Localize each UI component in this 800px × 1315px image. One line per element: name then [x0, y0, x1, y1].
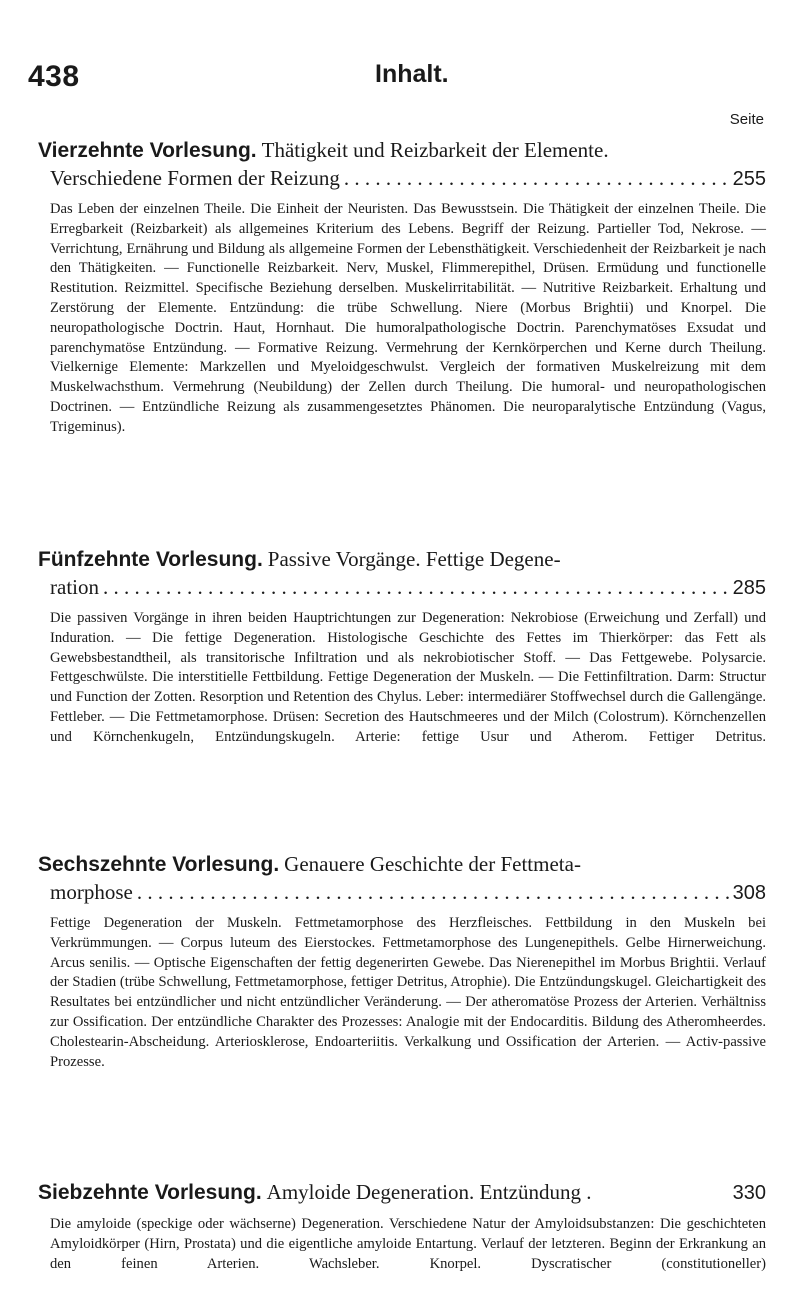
- toc-section: [38, 545, 766, 767]
- lecture-title: Passive Vorgänge. Fettige Degene-: [267, 547, 561, 571]
- toc-heading-line: [38, 850, 766, 879]
- dot-leader: [103, 574, 729, 600]
- lecture-title-continued: ration: [50, 575, 99, 599]
- lecture-number: Siebzehnte Vorlesung.: [38, 1181, 262, 1204]
- lecture-summary: Das Leben der einzelnen Theile. Die Einheit der Neuristen. Das Bewusstsein. Die Thätigkeit der einzelnen Theile. Die Erregbarkeit (Reizbarkeit) als allgemeines Kriterium des Lebens. Begriff der Reizung. Partieller Tod, Nekrose. — Verrichtung, Ernährung und Bildung als allgemeine Formen der Lebensthätigkeit. Verschiedenheit der Reizbarkeit je nach den Thätigkeiten. — Functionelle Reizbarkeit. Nerv, Muskel, Flimmerepithel, Drüsen. Ermüdung und functionelle Restitution. Reizmittel. Specifische Beziehung derselben. Muskelirritabilität. — Nutritive Reizbarkeit. Erhaltung und Zerstörung der Elemente. Entzündung: die trübe Schwellung. Niere (Morbus Brightii) und Knorpel. Die neuropathologische Doctrin. Haut, Hornhaut. Die humoralpathologische Doctrin. Parenchymatöses Exsudat und parenchymatöse Entzündung. — Formative Reizung. Vermehrung der Kernkörperchen und Kerne durch Theilung. Vielkernige Elemente: Markzellen und Myeloidgeschwulst. Vergleich der formativen Muskelreizung mit dem Muskelwachsthum. Vermehrung (Neubildung) der Zellen durch Theilung. Die humoral- und neuropathologischen Doctrinen. — Entzündliche Reizung als zusammengesetztes Phänomen. Die neuroparalytische Entzündung (Vagus, Trigeminus).: [50, 201, 766, 435]
- lecture-title-continued: morphose: [50, 880, 133, 904]
- toc-heading-line: [38, 165, 766, 192]
- toc-page-number: 285: [732, 577, 766, 599]
- lecture-title: Genauere Geschichte der Fettmeta-: [284, 852, 581, 876]
- page-number: 438: [28, 60, 80, 93]
- toc-page-number: 330: [732, 1182, 766, 1204]
- toc-heading-line: [38, 574, 766, 601]
- seite-column-label: Seite: [729, 111, 764, 128]
- toc-heading-line: [38, 545, 766, 574]
- lecture-title-continued: Verschiedene Formen der Reizung: [50, 166, 340, 190]
- toc-section: [38, 850, 766, 1092]
- lecture-title: Amyloide Degeneration. Entzündung .: [266, 1180, 592, 1204]
- lecture-summary: Die passiven Vorgänge in ihren beiden Hauptrichtungen zur Degeneration: Nekrobiose (Erweichung und Zerfall) und Induration. — Die fettige Degeneration. Histologische Geschichte des Fettes im Thierkörper: das Fett als Gewebsbestandtheil, als transitorische Infiltration und als nekrobiotischer Stoff. — Das Fettgewebe. Polysarcie. Fettgeschwülste. Die interstitielle Fettbildung. Fettige Degeneration der Muskeln. — Die Fettinfiltration. Darm: Structur und Function der Zotten. Resorption und Retention des Chylus. Leber: intermediärer Stoffwechsel durch die Gallengänge. Fettleber. — Die Fettmetamorphose. Drüsen: Secretion des Hautschmeeres und der Milch (Colostrum). Körnchenzellen und Körnchenkugeln, Entzündungskugeln. Arterie: fettige Usur und Atherom. Fettiger Detritus.: [50, 610, 766, 745]
- toc-section: [38, 1178, 766, 1294]
- lecture-number: Sechszehnte Vorlesung.: [38, 853, 280, 876]
- lecture-summary: Die amyloide (speckige oder wächserne) Degeneration. Verschiedene Natur der Amyloidsubstanzen: Die geschichteten Amyloidkörper (Hirn, Prostata) und die eigentliche amyloide Entartung. Verlauf der letzteren. Beginn der Erkrankung an den feinen Arterien. Wachsleber. Knorpel. Dyscratischer (constitutioneller): [50, 1216, 766, 1272]
- lecture-number: Vierzehnte Vorlesung.: [38, 139, 257, 162]
- lecture-number: Fünfzehnte Vorlesung.: [38, 548, 263, 571]
- toc-page-number: 255: [732, 168, 766, 190]
- toc-section: [38, 136, 766, 457]
- lecture-summary: Fettige Degeneration der Muskeln. Fettmetamorphose des Herzfleisches. Fettbildung in den Muskeln bei Verkrümmungen. — Corpus luteum des Eierstockes. Fettmetamorphose des Lungenepithels. Gelbe Hirnerweichung. Arcus senilis. — Optische Eigenschaften der fettig degenerirten Gewebe. Das Nierenepithel im Morbus Brightii. Verlauf der Stadien (trübe Schwellung, Fettmetamorphose, fettiger Detritus, Atrophie). Die Entzündungskugel. Gleichartigkeit des Resultates bei entzündlicher und nicht entzündlicher Veränderung. — Der atheromatöse Prozess der Arterien. Verhältniss zur Ossification. Der entzündliche Charakter des Prozesses: Analogie mit der Endocarditis. Bildung des Atheromheerdes. Cholestearin-Abscheidung. Arteriosklerose, Endoarteriitis. Verkalkung und Ossification der Arterien. — Activ-passive Prozesse.: [50, 915, 766, 1070]
- dot-leader: [344, 165, 729, 191]
- toc-heading-line: [38, 1178, 766, 1207]
- toc-page-number: 308: [732, 882, 766, 904]
- toc-heading-line: [38, 136, 766, 165]
- dot-leader: [137, 879, 729, 905]
- toc-heading-line: [38, 879, 766, 906]
- lecture-title: Thätigkeit und Reizbarkeit der Elemente.: [261, 138, 609, 162]
- page-header-title: Inhalt.: [375, 60, 449, 88]
